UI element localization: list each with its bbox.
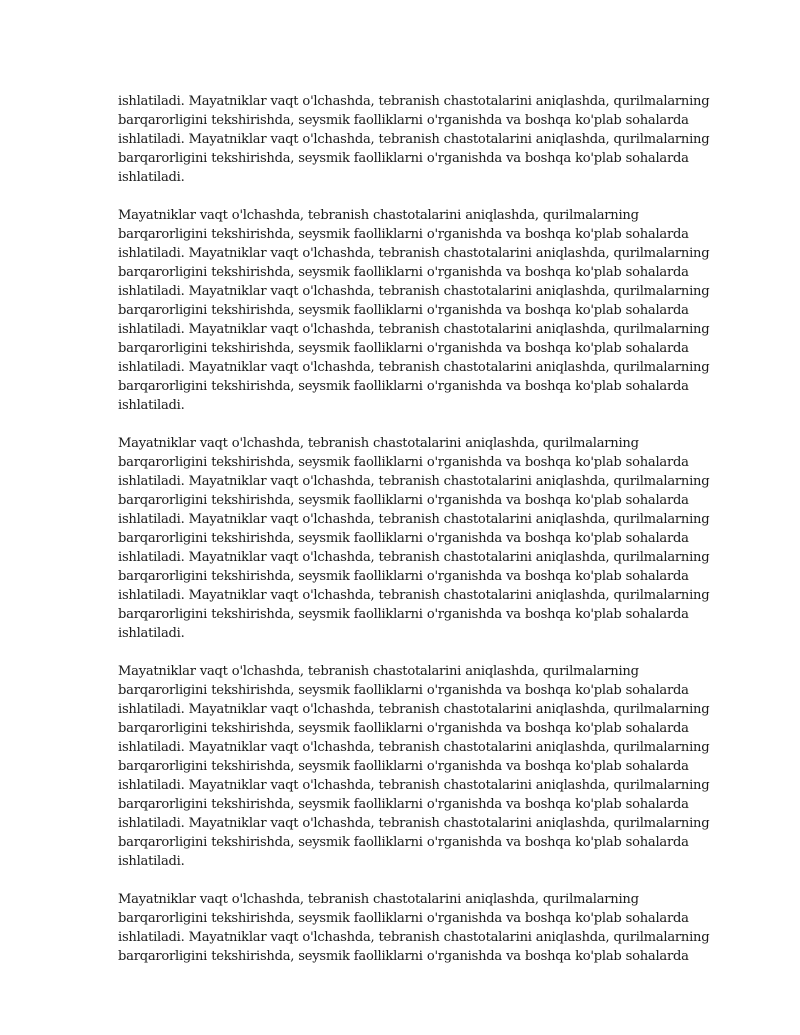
text-line: barqarorligini tekshirishda, seysmik faolliklarni o'rganishda va boshqa ko'plab sohalarda (118, 835, 689, 850)
paragraph-5 (118, 890, 710, 966)
text-line: Mayatniklar vaqt o'lchashda, tebranish chastotalarini aniqlashda, qurilmalarning (118, 208, 639, 223)
text-line: ishlatiladi. Mayatniklar vaqt o'lchashda, tebranish chastotalarini aniqlashda, qurilmalarning (118, 512, 710, 527)
text-line: barqarorligini tekshirishda, seysmik faolliklarni o'rganishda va boshqa ko'plab sohalarda (118, 455, 689, 470)
text-line: ishlatiladi. Mayatniklar vaqt o'lchashda, tebranish chastotalarini aniqlashda, qurilmalarning (118, 702, 710, 717)
text-line: barqarorligini tekshirishda, seysmik faolliklarni o'rganishda va boshqa ko'plab sohalarda (118, 911, 689, 926)
text-line: ishlatiladi. Mayatniklar vaqt o'lchashda, tebranish chastotalarini aniqlashda, qurilmalarning (118, 246, 710, 261)
text-line: ishlatiladi. Mayatniklar vaqt o'lchashda, tebranish chastotalarini aniqlashda, qurilmalarning (118, 778, 710, 793)
text-line: ishlatiladi. Mayatniklar vaqt o'lchashda, tebranish chastotalarini aniqlashda, qurilmalarning (118, 360, 710, 375)
text-line: ishlatiladi. (118, 854, 185, 869)
text-line: ishlatiladi. Mayatniklar vaqt o'lchashda, tebranish chastotalarini aniqlashda, qurilmalarning (118, 474, 710, 489)
text-line: barqarorligini tekshirishda, seysmik faolliklarni o'rganishda va boshqa ko'plab sohalarda (118, 721, 689, 736)
text-line: ishlatiladi. (118, 626, 185, 641)
text-line: barqarorligini tekshirishda, seysmik faolliklarni o'rganishda va boshqa ko'plab sohalarda (118, 759, 689, 774)
text-line: barqarorligini tekshirishda, seysmik faolliklarni o'rganishda va boshqa ko'plab sohalarda (118, 569, 689, 584)
paragraph-3 (118, 434, 710, 643)
text-line: ishlatiladi. Mayatniklar vaqt o'lchashda, tebranish chastotalarini aniqlashda, qurilmalarning (118, 930, 710, 945)
text-line: barqarorligini tekshirishda, seysmik faolliklarni o'rganishda va boshqa ko'plab sohalarda (118, 493, 689, 508)
text-line: ishlatiladi. Mayatniklar vaqt o'lchashda, tebranish chastotalarini aniqlashda, qurilmalarning (118, 816, 710, 831)
text-line: barqarorligini tekshirishda, seysmik faolliklarni o'rganishda va boshqa ko'plab sohalarda (118, 113, 689, 128)
text-line: barqarorligini tekshirishda, seysmik faolliklarni o'rganishda va boshqa ko'plab sohalarda (118, 949, 689, 964)
text-line: ishlatiladi. Mayatniklar vaqt o'lchashda, tebranish chastotalarini aniqlashda, qurilmalarning (118, 284, 710, 299)
paragraph-1 (118, 92, 710, 187)
text-line: ishlatiladi. Mayatniklar vaqt o'lchashda, tebranish chastotalarini aniqlashda, qurilmalarning (118, 322, 710, 337)
text-line: ishlatiladi. Mayatniklar vaqt o'lchashda, tebranish chastotalarini aniqlashda, qurilmalarning (118, 740, 710, 755)
paragraph-4 (118, 662, 710, 871)
text-line: Mayatniklar vaqt o'lchashda, tebranish chastotalarini aniqlashda, qurilmalarning (118, 436, 639, 451)
text-line: Mayatniklar vaqt o'lchashda, tebranish chastotalarini aniqlashda, qurilmalarning (118, 664, 639, 679)
text-line: barqarorligini tekshirishda, seysmik faolliklarni o'rganishda va boshqa ko'plab sohalarda (118, 607, 689, 622)
text-line: barqarorligini tekshirishda, seysmik faolliklarni o'rganishda va boshqa ko'plab sohalarda (118, 265, 689, 280)
text-line: barqarorligini tekshirishda, seysmik faolliklarni o'rganishda va boshqa ko'plab sohalarda (118, 531, 689, 546)
text-line: ishlatiladi. Mayatniklar vaqt o'lchashda, tebranish chastotalarini aniqlashda, qurilmalarning (118, 132, 710, 147)
text-line: barqarorligini tekshirishda, seysmik faolliklarni o'rganishda va boshqa ko'plab sohalarda (118, 303, 689, 318)
body-text (118, 92, 710, 985)
text-line: ishlatiladi. (118, 398, 185, 413)
text-line: barqarorligini tekshirishda, seysmik faolliklarni o'rganishda va boshqa ko'plab sohalarda (118, 379, 689, 394)
text-line: barqarorligini tekshirishda, seysmik faolliklarni o'rganishda va boshqa ko'plab sohalarda (118, 341, 689, 356)
text-line: ishlatiladi. (118, 170, 185, 185)
text-line: barqarorligini tekshirishda, seysmik faolliklarni o'rganishda va boshqa ko'plab sohalarda (118, 151, 689, 166)
text-line: barqarorligini tekshirishda, seysmik faolliklarni o'rganishda va boshqa ko'plab sohalarda (118, 227, 689, 242)
text-line: Mayatniklar vaqt o'lchashda, tebranish chastotalarini aniqlashda, qurilmalarning (118, 892, 639, 907)
text-line: ishlatiladi. Mayatniklar vaqt o'lchashda, tebranish chastotalarini aniqlashda, qurilmalarning (118, 94, 710, 109)
paragraph-2 (118, 206, 710, 415)
text-line: barqarorligini tekshirishda, seysmik faolliklarni o'rganishda va boshqa ko'plab sohalarda (118, 797, 689, 812)
text-line: barqarorligini tekshirishda, seysmik faolliklarni o'rganishda va boshqa ko'plab sohalarda (118, 683, 689, 698)
text-line: ishlatiladi. Mayatniklar vaqt o'lchashda, tebranish chastotalarini aniqlashda, qurilmalarning (118, 550, 710, 565)
text-line: ishlatiladi. Mayatniklar vaqt o'lchashda, tebranish chastotalarini aniqlashda, qurilmalarning (118, 588, 710, 603)
